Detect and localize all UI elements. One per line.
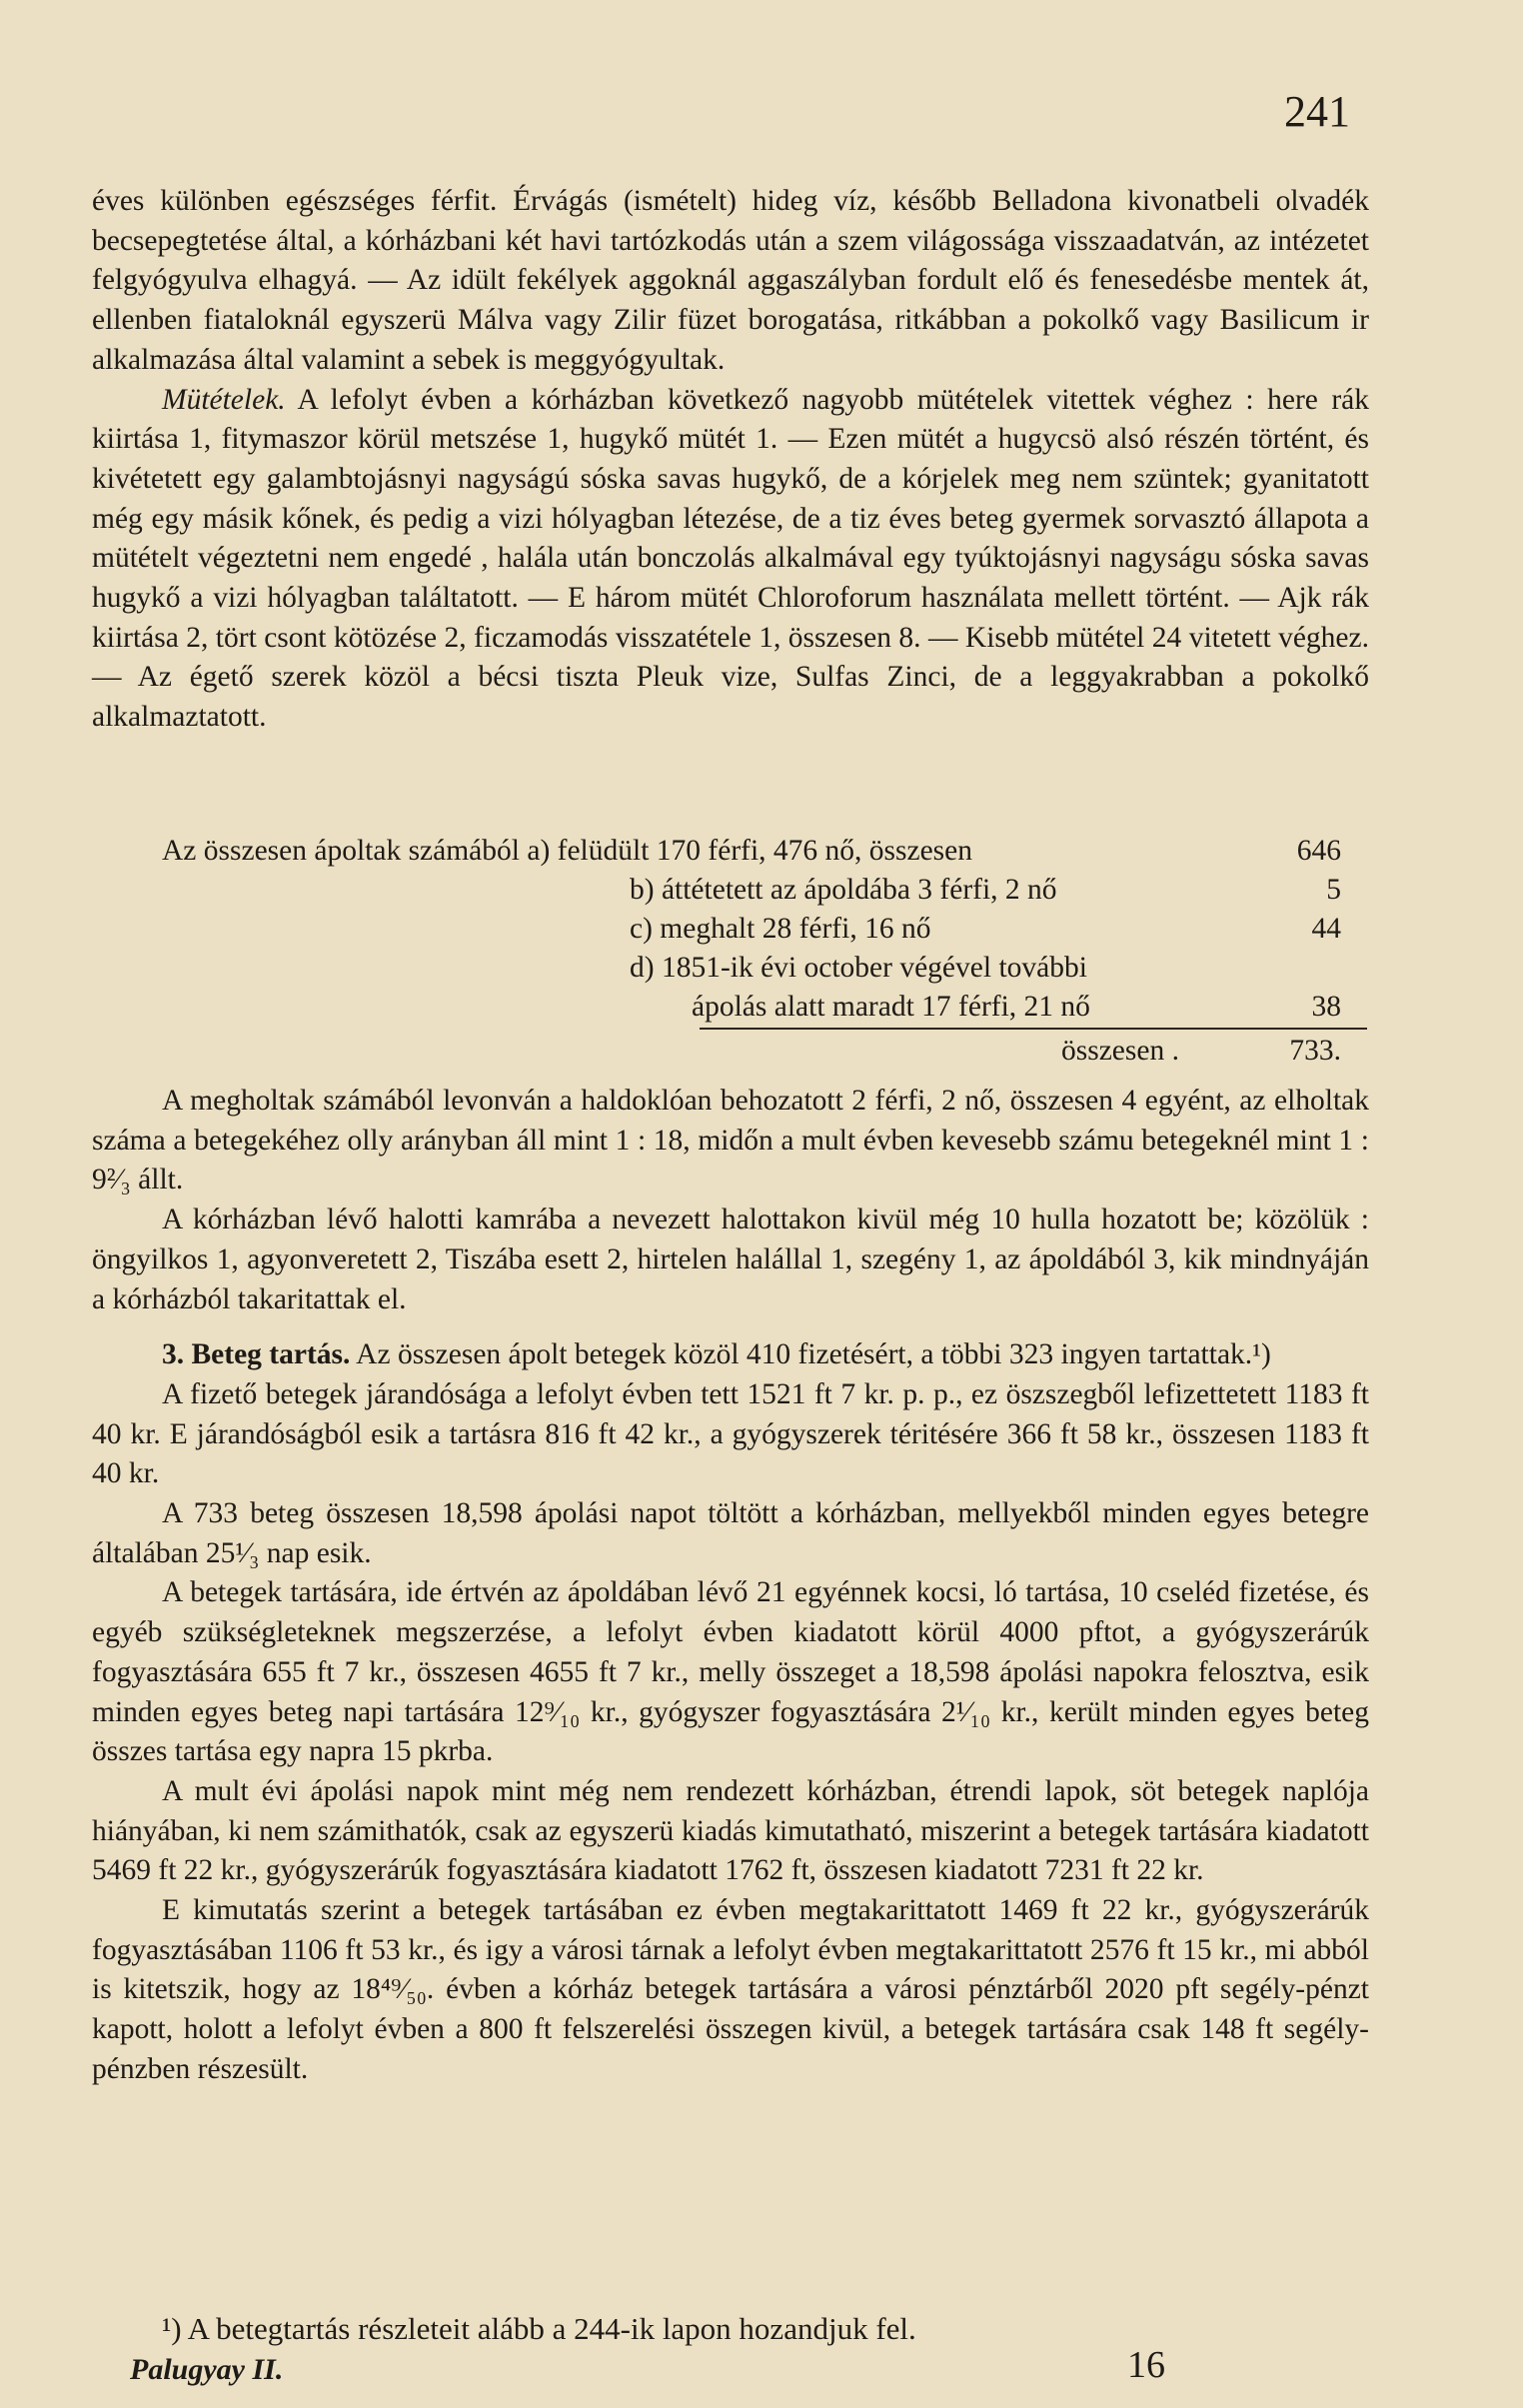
summary-rule: [700, 1028, 1367, 1030]
page-number: 241: [1284, 87, 1350, 136]
paragraph-4: A kórházban lévő halotti kamrába a nevezett halottakon kivül még 10 hulla hozatott be; közölük : öngyilkos 1, agyonveretett 2, Tiszába esett 2, hirtelen halállal 1, szegény 1, az ápoldából 3, kik mindnyáján a kórházból takaritattak el.: [92, 1204, 1369, 1315]
summary-row-5-value: 38: [1311, 991, 1341, 1023]
sheet-number: 16: [1127, 2344, 1165, 2386]
summary-total-label: összesen .: [1061, 1035, 1179, 1067]
footnote-mark: ¹): [162, 2311, 182, 2346]
paragraph-3: A megholtak számából levonván a haldoklóan behozatott 2 férfi, 2 nő, összesen 4 egyént, az elholtak száma a betegekéhez olly arányban áll mint 1 : 18, midőn a mult évben kevesebb számu betegeknél mint 1 : 9²⁄₃ állt.: [92, 1085, 1369, 1197]
summary-row-2-value: 5: [1326, 874, 1341, 906]
paragraph-8: A betegek tartására, ide értvén az ápoldában lévő 21 egyénnek kocsi, ló tartása, 10 cseléd fizetése, és egyéb szükségleteknek megszerzése, a lefolyt évben kiadatott körül 4000 pftot, a gyógyszerárúk fogyasztására 655 ft 7 kr., összesen 4655 ft 7 kr., melly összeget a 18,598 ápolási napokra felosztva, esik minden egyes beteg napi tartására 12⁹⁄₁₀ kr., gyógyszer fogyasztására 2¹⁄₁₀ kr., került minden egyes beteg összes tartása egy napra 15 pkrba.: [92, 1576, 1369, 1768]
paragraph-5: [92, 1335, 1369, 1375]
paragraph-7: A 733 beteg összesen 18,598 ápolási napot töltött a kórházban, mellyekből minden egyes betegre általában 25¹⁄₃ nap esik.: [92, 1497, 1369, 1569]
summary-total-value: 733.: [1289, 1035, 1341, 1067]
paragraph-2: [92, 381, 1369, 738]
section-label-mutetelek: Mütételek.: [162, 383, 286, 416]
signature-mark: Palugyay II.: [130, 2353, 284, 2386]
summary-row-3-label: c) meghalt 28 férfi, 16 nő: [630, 913, 931, 945]
paragraph-top: [92, 182, 1369, 738]
section-heading-beteg-tartas: 3. Beteg tartás.: [162, 1338, 351, 1371]
paragraph-6: A fizető betegek járandósága a lefolyt évben tett 1521 ft 7 kr. p. p., ez öszszegből lefizettetett 1183 ft 40 kr. E járandóságból esik a tartásra 816 ft 42 kr., a gyógyszerek téritésére 366 ft 58 kr., összesen 1183 ft 40 kr.: [92, 1377, 1369, 1490]
summary-row-4-label: d) 1851-ik évi october végével további: [630, 952, 1087, 984]
paragraph-bottom: [92, 1082, 1369, 2090]
summary-row-1-value: 646: [1296, 835, 1341, 867]
summary-row-5-label: ápolás alatt maradt 17 férfi, 21 nő: [692, 991, 1090, 1023]
summary-row-3-value: 44: [1311, 913, 1341, 945]
footnote: [162, 2311, 916, 2347]
paragraph-10: E kimutatás szerint a betegek tartásában ez évben megtakarittatott 1469 ft 22 kr., gyógyszerárúk fogyasztásában 1106 ft 53 kr., és igy a városi tárnak a lefolyt évben megtakarittatott 2576 ft 15 kr., mi abból is kitetszik, hogy az 18⁴⁹⁄₅₀. évben a kórház betegek tartására a városi pénztárből 2020 pft segély-pénzt kapott, holott a lefolyt évben a 800 ft felszerelési összegen kivül, a betegek tartására csak 148 ft segély-pénzben részesült.: [92, 1894, 1369, 2085]
paragraph-2-text: A lefolyt évben a kórházban következő nagyobb mütételek vitettek véghez : here rák kiirtása 1, fitymaszor körül metszése 1, hugykő mütét 1. — Ezen mütét a hugycsö alsó részén történt, és kivétetett egy galambtojásnyi nagyságú sóska savas hugykő, de a kórjelek meg nem szüntek; gyanitatott még egy másik kőnek, és pedig a vizi hólyagban létezése, de a tiz éves beteg gyermek sorvasztó állapota a mütételt végeztetni nem engedé , halála után bonczolás alkalmával egy tyúktojásnyi nagyságu sóska savas hugykő a vizi hólyagban találtatott. — E három mütét Chloroforum használata mellett történt. — Ajk rák kiirtása 2, tört csont kötözése 2, ficzamodás visszatétele 1, összesen 8. — Kisebb mütétel 24 vitetett véghez. — Az égető szerek közöl a bécsi tiszta Pleuk vize, Sulfas Zinci, de a leggyakrabban a pokolkő alkalmaztatott.: [92, 383, 1369, 734]
paragraph-1: éves különben egészséges férfit. Érvágás (ismételt) hideg víz, később Belladona kivonatbeli olvadék becsepegtetése által, a kórházbani két havi tartózkodás után a szem világossága visszaadatván, az intézetet felgyógyulva elhagyá. — Az idült fekélyek aggoknál aggaszályban fordult elő és fenesedésbe mentek át, ellenben fiataloknál egyszerü Málva vagy Zilir füzet borogatása, ritkábban a pokolkő vagy Basilicum ir alkalmazása által valamint a sebek is meggyógyultak.: [92, 185, 1369, 376]
summary-table: [162, 832, 1341, 1072]
summary-row-1-label: Az összesen ápoltak számából a) felüdült 170 férfi, 476 nő, összesen: [162, 835, 973, 867]
paragraph-9: A mult évi ápolási napok mint még nem rendezett kórházban, étrendi lapok, söt betegek naplója hiányában, ki nem számithatók, csak az egyszerü kiadás kimutatható, miszerint a betegek tartására kiadatott 5469 ft 22 kr., gyógyszerárúk fogyasztására kiadatott 1762 ft, összesen kiadatott 7231 ft 22 kr.: [92, 1774, 1369, 1887]
paragraph-5-text: Az összesen ápolt betegek közöl 410 fizetésért, a többi 323 ingyen tartattak.¹): [356, 1338, 1271, 1371]
footnote-text: A betegtartás részleteit alább a 244-ik lapon hozandjuk fel.: [187, 2311, 916, 2346]
summary-row-2-label: b) áttétetett az ápoldába 3 férfi, 2 nő: [630, 874, 1057, 906]
